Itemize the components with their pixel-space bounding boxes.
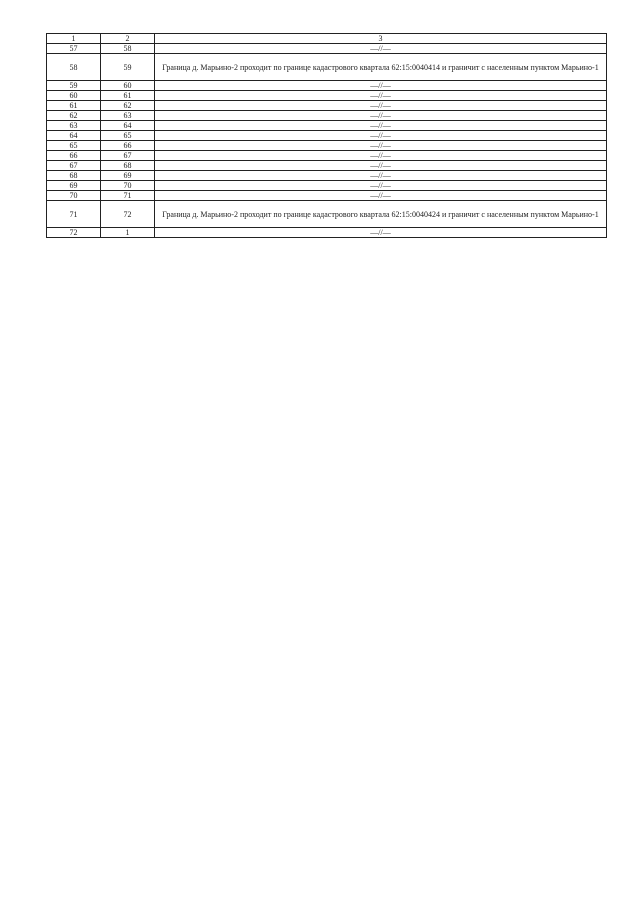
table-body bbox=[47, 34, 607, 238]
from-point-cell: 59 bbox=[47, 81, 101, 91]
to-point-cell: 68 bbox=[101, 161, 155, 171]
to-point-cell: 70 bbox=[101, 181, 155, 191]
to-point-cell: 69 bbox=[101, 171, 155, 181]
table-row bbox=[47, 131, 607, 141]
description-cell: —//— bbox=[155, 141, 607, 151]
description-cell: —//— bbox=[155, 121, 607, 131]
description-cell: —//— bbox=[155, 44, 607, 54]
from-point-cell: 66 bbox=[47, 151, 101, 161]
table-row bbox=[47, 191, 607, 201]
description-cell: —//— bbox=[155, 131, 607, 141]
table-row bbox=[47, 141, 607, 151]
from-point-cell: 58 bbox=[47, 54, 101, 81]
from-point-cell: 57 bbox=[47, 44, 101, 54]
from-point-cell: 61 bbox=[47, 101, 101, 111]
to-point-cell: 63 bbox=[101, 111, 155, 121]
to-point-cell: 72 bbox=[101, 201, 155, 228]
from-point-cell: 70 bbox=[47, 191, 101, 201]
from-point-cell: 72 bbox=[47, 228, 101, 238]
from-point-cell: 71 bbox=[47, 201, 101, 228]
description-cell: —//— bbox=[155, 111, 607, 121]
table-row bbox=[47, 181, 607, 191]
table-row bbox=[47, 171, 607, 181]
from-point-cell: 60 bbox=[47, 91, 101, 101]
to-point-cell: 64 bbox=[101, 121, 155, 131]
description-cell: —//— bbox=[155, 161, 607, 171]
from-point-cell: 69 bbox=[47, 181, 101, 191]
to-point-cell: 67 bbox=[101, 151, 155, 161]
table-row bbox=[47, 161, 607, 171]
description-cell: —//— bbox=[155, 181, 607, 191]
description-cell: —//— bbox=[155, 91, 607, 101]
to-point-cell: 62 bbox=[101, 101, 155, 111]
to-point-cell: 58 bbox=[101, 44, 155, 54]
table-row bbox=[47, 54, 607, 81]
from-point-cell: 68 bbox=[47, 171, 101, 181]
description-cell: —//— bbox=[155, 228, 607, 238]
to-point-cell: 59 bbox=[101, 54, 155, 81]
to-point-cell: 61 bbox=[101, 91, 155, 101]
description-cell: —//— bbox=[155, 191, 607, 201]
from-point-cell: 65 bbox=[47, 141, 101, 151]
table-row bbox=[47, 44, 607, 54]
header-cell-2: 2 bbox=[101, 34, 155, 44]
table-header-row bbox=[47, 34, 607, 44]
to-point-cell: 1 bbox=[101, 228, 155, 238]
table-row bbox=[47, 201, 607, 228]
description-cell: —//— bbox=[155, 151, 607, 161]
table-row bbox=[47, 101, 607, 111]
boundary-points-table bbox=[46, 33, 607, 238]
description-cell: Граница д. Марьино-2 проходит по границе кадастрового квартала 62:15:0040414 и граничит с населенным пунктом Марьино-1 bbox=[155, 54, 607, 81]
from-point-cell: 67 bbox=[47, 161, 101, 171]
table-row bbox=[47, 91, 607, 101]
from-point-cell: 63 bbox=[47, 121, 101, 131]
table-row bbox=[47, 151, 607, 161]
to-point-cell: 65 bbox=[101, 131, 155, 141]
header-cell-3: 3 bbox=[155, 34, 607, 44]
table-row bbox=[47, 228, 607, 238]
table-row bbox=[47, 111, 607, 121]
description-cell: —//— bbox=[155, 81, 607, 91]
description-cell: —//— bbox=[155, 171, 607, 181]
to-point-cell: 66 bbox=[101, 141, 155, 151]
to-point-cell: 71 bbox=[101, 191, 155, 201]
description-cell: —//— bbox=[155, 101, 607, 111]
to-point-cell: 60 bbox=[101, 81, 155, 91]
from-point-cell: 62 bbox=[47, 111, 101, 121]
header-cell-1: 1 bbox=[47, 34, 101, 44]
table-row bbox=[47, 81, 607, 91]
table-row bbox=[47, 121, 607, 131]
description-cell: Граница д. Марьино-2 проходит по границе кадастрового квартала 62:15:0040424 и граничит с населенным пунктом Марьино-1 bbox=[155, 201, 607, 228]
from-point-cell: 64 bbox=[47, 131, 101, 141]
